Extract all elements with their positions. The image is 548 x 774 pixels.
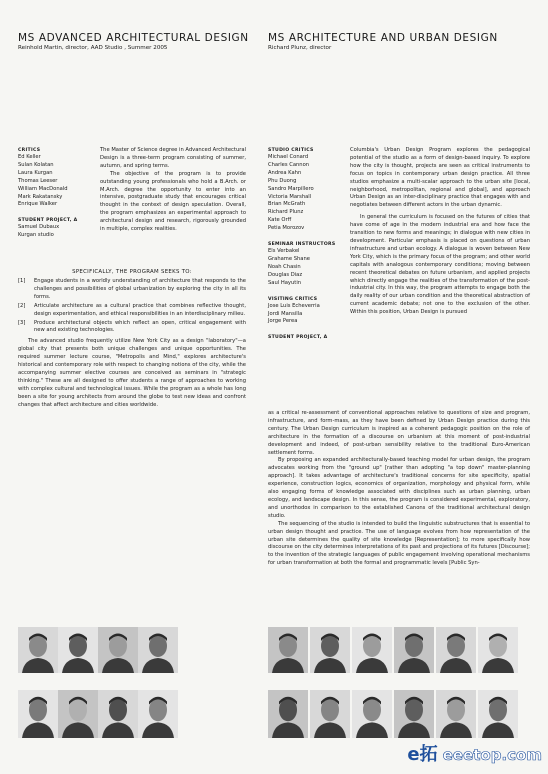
critic-name: Mark Rakatansky	[18, 193, 63, 200]
seminar-instructor-name: Grahame Shane	[268, 255, 310, 262]
watermark-logo: e拓	[407, 744, 438, 765]
right-program-title: MS ARCHITECTURE AND URBAN DESIGN	[268, 32, 498, 44]
right-critics-label: STUDIO CRITICS	[268, 148, 314, 153]
student-name: Samuel Dubaux	[18, 224, 60, 231]
visiting-critic-name: Jordi Mansilla	[268, 310, 303, 317]
seeks-list-item	[18, 320, 246, 336]
critic-name: Sulan Kolatan	[18, 161, 54, 168]
portrait-photo	[268, 627, 308, 673]
right-critics-list	[268, 154, 346, 233]
left-critics-list	[18, 154, 96, 209]
right-seminar-list	[268, 248, 346, 288]
portrait-photo	[436, 690, 476, 738]
portrait-photo	[58, 690, 98, 738]
right-wide-paragraph: as a critical re-assessment of conventional approaches relative to questions of size and program, infrastructure, and form-mass, as they have been defined by Urban Design practice during this century. The Urban Design curriculum is inspired as a coherent pedagogic position on the role of architecture in the formation of a discourse on urbanism at this moment of post-industrial development and indeed, of post-urban sensibility relative to the traditional Euro-American settlement forms.	[268, 410, 530, 456]
critic-name: Victoria Marshall	[268, 193, 312, 200]
right-visiting-label: VISITING CRITICS	[268, 296, 318, 302]
critic-name: Phu Duong	[268, 177, 297, 184]
right-sidebar	[268, 147, 346, 341]
left-intro-paragraph: The Master of Science degree in Advanced Architectural Design is a three-term program consisting of summer, autumn, and spring terms.	[100, 147, 246, 169]
portrait-photo	[310, 690, 350, 738]
portrait-photo	[436, 627, 476, 673]
right-wide-paragraph: By proposing an expanded architecturally-based teaching model for urban design, the program advocates working from the "ground up" [rather than adopting "a top down" master-planning approach]. It takes advantage of architecture's traditional concerns for site specificity, spatial experience, construction logics, economics of organization, morphology and physical form, while also engaging forms of knowledge associated with disciplines such as urban planning, urban ecology, and landscape design. In this sense, the program is considered experimental, exploratory, and unorthodox in comparison to the established Canons of the traditional architectural design studio.	[268, 457, 530, 519]
right-wide-paragraph: The sequencing of the studio is intended to build the linguistic substructures that is essential to urban design thought and practice. The use of language evolves from how representation of the urban site determines the quality of site knowledge [Representation]; to more specifically how discourse on the city determines interpretations of its past and projections of its futures [Discourse]; to the invention of the strategic languages of public engagement involving operational mechanisms for urban transformation at both the formal and programmatic levels [Public Syn-	[268, 520, 530, 567]
critic-name: Enrique Walker	[18, 201, 58, 208]
critic-name: Richard Plunz	[268, 209, 304, 216]
portrait-photo	[98, 690, 138, 738]
left-seeks-list	[18, 278, 246, 335]
critic-name: Charles Cannon	[268, 161, 310, 168]
list-text: Articulate architecture as a cultural practice that combines reflective thought, design experimentation, and ethical responsibilities in an interdisciplinary milieu.	[34, 302, 246, 317]
right-visiting-list	[268, 303, 346, 327]
portrait-photo	[138, 627, 178, 673]
seeks-list-item	[18, 278, 246, 302]
critic-name: Andrea Kahn	[268, 169, 302, 176]
seeks-list-item	[18, 303, 246, 319]
portrait-photo	[352, 627, 392, 673]
left-closing-paragraph: The advanced studio frequently utilize New York City as a design "laboratory"—a global city that presents both unique challenges and unique opportunities. The required summer lecture course, "Metropolis and Mind," explores architecture's historical and contemporary role with respect to changing notions of the city, while the accompanying summer elective courses are conceived as seminars in "strategic thinking." These are all designed to offer students a range of approaches to working with complex cultural and technological issues. While the program as a whole has long been a site for young architects from around the globe to test new ideas and confront changes that affect architecture and cities worldwide.	[18, 338, 246, 408]
left-seeks-heading: SPECIFICALLY, THE PROGRAM SEEKS TO:	[72, 269, 192, 275]
left-program-title: MS ADVANCED ARCHITECTURAL DESIGN	[18, 32, 249, 44]
right-intro-paragraph: Columbia's Urban Design Program explores the pedagogical potential of the studio as a form of design-based inquiry. To explore how the city is thought, projects are seen as critical instruments to focus on topics in contemporary urban design practice. All three studios emphasize a multi-scalar approach to the urban site [local, neighborhood, metropolitan, regional and global], and approach Urban Design as an inter-disciplinary practice that engages with and negotiates between different actors in the urban dynamic.	[350, 147, 530, 209]
critic-name: Brian McGrath	[268, 201, 306, 208]
list-number: [2]	[18, 302, 26, 309]
right-student-project-label: STUDENT PROJECT, A	[268, 335, 328, 341]
critic-name: Petia Morozov	[268, 225, 305, 232]
right-seminar-label: SEMINAR INSTRUCTORS	[268, 242, 336, 248]
left-student-project-label: STUDENT PROJECT, A	[18, 218, 78, 224]
visiting-critic-name: Jose Luis Echeverria	[268, 302, 320, 309]
right-wide-text	[268, 410, 530, 568]
critic-name: Ed Keller	[18, 154, 41, 160]
right-program-subtitle: Richard Plunz, director	[268, 45, 332, 51]
left-sidebar	[18, 147, 96, 240]
left-seeks-section	[18, 262, 246, 410]
critic-name: Kate Orff	[268, 217, 292, 224]
list-number: [1]	[18, 278, 26, 284]
list-text: Produce architectural objects which reflect an open, critical engagement with new and existing technologies.	[34, 319, 246, 334]
left-critics-label: CRITICS	[18, 148, 41, 153]
portrait-photo	[138, 690, 178, 738]
critic-name: Laura Kurgan	[18, 169, 53, 176]
critic-name: Sandro Marpillero	[268, 185, 314, 192]
critic-name: William MacDonald	[18, 185, 68, 192]
portrait-photo	[310, 627, 350, 673]
right-intro-paragraph: In general the curriculum is focused on the futures of cities that have come of age in the modern industrial era and how face the transition to new forms and meanings; in dialogue with new cities in development. Particular emphasis is placed on questions of urban infrastructure and urban ecology. A dialogue is woven between New York City, which is the primary focus of the program; and other world capitals with analogous contemporary conditions; moving between recent theoretical debates on future urbanism, and applied projects which directly engage the realities of the transformation of the post-industrial city. In this way, the program attempts to engage both the daily reality of our urban condition and the theoretical abstraction of current academic debate; not one to the exclusion of the other. Within this position, Urban Design is pursued	[350, 214, 530, 316]
portrait-photo	[18, 627, 58, 673]
visiting-critic-name: Jorge Perea	[268, 318, 298, 325]
critic-name: Thomas Leeser	[18, 177, 58, 184]
portrait-photo	[478, 627, 518, 673]
left-program-subtitle: Reinhold Martin, director, AAD Studio , Summer 2005	[18, 45, 168, 51]
watermark-text: eeetop.com	[442, 746, 542, 764]
seminar-instructor-name: Els Verbakel	[268, 248, 300, 255]
list-text: Engage students in a worldly understanding of architecture that responds to the challenges and possibilities of global urbanization by exploring the city in all its forms.	[34, 278, 246, 300]
portrait-photo	[268, 690, 308, 738]
portrait-photo	[394, 627, 434, 673]
seminar-instructor-name: Saul Hayutin	[268, 279, 302, 286]
left-intro	[100, 147, 246, 234]
seminar-instructor-name: Douglas Diaz	[268, 271, 303, 278]
right-intro	[350, 147, 530, 317]
portrait-photo	[98, 627, 138, 673]
list-number: [3]	[18, 319, 26, 326]
portrait-photo	[58, 627, 98, 673]
critic-name: Michael Conard	[268, 154, 309, 160]
student-name: Kurgan studio	[18, 232, 54, 239]
left-intro-paragraph: The objective of the program is to provide outstanding young professionals who hold a B.Arch. or M.Arch. degree the opportunity to enter into an intensive, postgraduate study that encourages critical thought in the context of design speculation. Overall, the program emphasizes an experimental approach to architectural design and research, rigorously grounded in multiple, complex realities.	[100, 170, 246, 233]
portrait-photo	[352, 690, 392, 738]
site-watermark	[407, 740, 542, 766]
portrait-photo	[18, 690, 58, 738]
portrait-photo	[478, 690, 518, 738]
portrait-photo	[394, 690, 434, 738]
seminar-instructor-name: Noah Chasin	[268, 263, 301, 270]
left-student-names	[18, 224, 96, 240]
